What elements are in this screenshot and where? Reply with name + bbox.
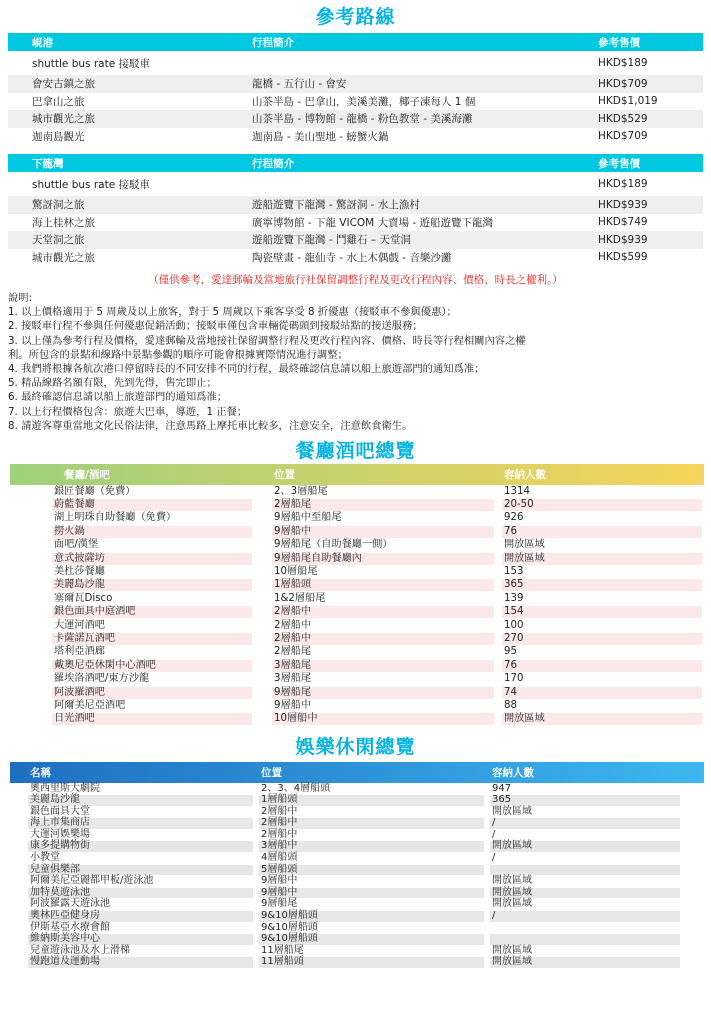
venue-name: 日光酒吧 [52,713,252,725]
venue-capacity: 139 [504,592,524,604]
table-row [8,93,703,111]
venue-location: 3層船尾 [272,660,494,672]
venue-location: 11層船頭 [259,957,484,968]
table-header [10,762,704,783]
venue-location: 11層船尾 [261,944,304,956]
route-price: HKD$749 [598,216,648,229]
header-capacity: 容納人數 [492,767,534,779]
venue-name: 銀色面具大堂 [30,805,90,817]
venue-location: 9層船尾 [272,687,494,699]
table-row [10,795,704,807]
dining-table [10,464,704,726]
route-name: 天堂洞之旅 [32,234,85,247]
table-row [10,659,704,672]
venue-capacity: 開放區域 [490,888,680,899]
table-row [10,853,704,865]
table-row [10,945,704,957]
venue-capacity: 74 [502,687,702,699]
route-description: 陶瓷壁畫 - 龍仙寺 - 水上木偶戲 - 音樂沙灘 [252,251,452,264]
venue-name: 阿爾美尼亞酒吧 [54,699,126,711]
note-line: 利。所包含的景點和線路中景點參觀的順序可能會根據實際情況進行調整； [8,348,348,361]
header-price: 參考售價 [598,157,640,170]
venue-name: 銀匠餐廳（免費） [54,485,136,497]
venue-name: 奧林匹亞健身房 [28,911,253,922]
venue-name: 阿波羅露天遊泳池 [30,898,110,910]
venue-location: 2層船中 [274,619,312,631]
venue-name: 蔚藍餐廳 [52,499,252,511]
table-row [10,783,704,795]
venue-location: 2、3層船尾 [274,485,328,497]
entertainment-rows [10,783,704,969]
venue-name: 美麗島沙龍 [52,579,252,591]
table-row [10,592,704,605]
venue-location: 9層船尾（自助餐廳一側） [274,539,393,551]
venue-name: 加特莫遊泳池 [28,888,253,899]
venue-location: 9層船中 [272,526,494,538]
route-description: 迦南島 - 美山聖地 - 螃蟹火鍋 [252,130,389,143]
table-row [10,934,704,946]
header-port: 峴港 [32,36,53,49]
venue-name: 阿爾美尼亞麗都甲板/遊泳池 [30,875,154,887]
venue-location: 9&10層船頭 [259,911,484,922]
venue-location: 2層船中 [259,818,484,829]
venue-capacity: 1314 [504,485,530,497]
venue-location: 5層船頭 [259,865,484,876]
table-row [10,552,704,565]
table-row [10,818,704,830]
table-header [8,33,703,51]
venue-location: 2層船中 [261,805,298,817]
venue-location: 4層船頭 [261,852,298,864]
route-price: HKD$939 [598,198,648,211]
dining-title: 餐廳酒吧總覽 [295,440,416,462]
venue-location: 9層船中 [274,699,312,711]
table-row [8,110,703,128]
header-port: 下龍灣 [32,157,64,170]
venue-capacity: 開放區域 [504,539,545,551]
table-row [10,699,704,712]
header-name: 名稱 [30,767,51,779]
table-row [10,619,704,632]
entertainment-table [10,762,704,969]
dining-rows [10,485,704,726]
venue-name: 面吧/漢堡 [54,539,99,551]
table-header [10,464,704,485]
venue-location: 9層船中 [261,875,298,887]
table-row [10,672,704,685]
venue-location: 1&2層船尾 [274,592,326,604]
route-price: HKD$529 [598,112,648,125]
table-row [10,864,704,876]
table-row [10,606,704,619]
route-name: 城市觀光之旅 [32,251,95,264]
table-row [10,876,704,888]
notes-block [8,291,703,433]
table-row [10,579,704,592]
table-row [10,841,704,853]
header-location: 位置 [261,767,282,779]
table-row [10,922,704,934]
venue-capacity: 947 [492,782,512,794]
venue-location: 10層船中 [272,713,494,725]
venue-capacity: 開放區域 [492,944,532,956]
venue-capacity: 154 [502,606,702,618]
header-description: 行程簡介 [252,36,294,49]
table-row [8,75,703,93]
route-name: 城市觀光之旅 [32,113,95,126]
table-row [8,196,703,214]
venue-location: 9層船尾 [261,898,298,910]
venue-name: 意式披薩坊 [52,553,252,565]
venue-capacity: / [490,911,680,922]
venue-location: 9層船中至船尾 [274,512,342,524]
venue-location: 10層船尾 [274,566,318,578]
table-row [10,713,704,726]
venue-capacity: 76 [502,660,702,672]
venue-name: 阿波羅酒吧 [52,687,252,699]
venue-location: 9層船尾自助餐廳內 [272,553,494,565]
venue-location: 2層船中 [272,633,494,645]
table-row [8,249,703,267]
header-venue: 餐廳/酒吧 [64,469,110,481]
route-description: 龍橋 - 五行山 - 會安 [252,78,347,91]
header-location: 位置 [274,469,295,481]
venue-name: 塞爾瓦Disco [54,592,113,604]
note-line: 7. 以上行程價格包含：旅遊大巴車，導遊，1 正餐； [8,405,248,418]
venue-capacity: 88 [504,699,517,711]
route-description: 廣寧博物館 - 下龍 VICOM 大賣場 - 遊船遊覽下龍灣 [252,216,494,229]
venue-name: 大運河酒吧 [54,619,105,631]
venue-capacity: 100 [504,619,524,631]
table-row [8,214,703,232]
route-price: HKD$939 [598,233,648,246]
header-capacity: 容納人數 [504,469,546,481]
venue-capacity: 開放區域 [490,957,680,968]
table-row [8,128,703,146]
route-name: 會安古鎮之旅 [32,78,95,91]
venue-name: 兒童俱樂部 [28,865,253,876]
table-row [10,525,704,538]
route-name: 驚訝洞之旅 [32,199,85,212]
table-row [8,51,703,75]
venue-capacity: 開放區域 [502,553,702,565]
venue-location: 1層船頭 [272,579,494,591]
table-header [8,154,703,172]
table-row [10,512,704,525]
route-description: 山茶半島 - 巴拿山，美溪美灘，椰子凍每人 1 個 [252,95,476,108]
header-description: 行程簡介 [252,157,294,170]
venue-capacity: 365 [490,795,680,806]
venue-capacity: 開放區域 [492,805,532,817]
venue-name: 維納斯美容中心 [28,934,253,945]
venue-capacity: 926 [504,512,524,524]
venue-capacity: 開放區域 [502,713,702,725]
venue-location: 9&10層船頭 [261,921,318,933]
venue-capacity: 20-50 [502,499,702,511]
table-row [10,498,704,511]
table-row [10,806,704,818]
venue-capacity: 270 [502,633,702,645]
table-row [10,485,704,498]
table-row [8,231,703,249]
route-name: 海上桂林之旅 [32,216,95,229]
venue-name: 塔利亞酒廊 [54,646,105,658]
note-line: 2. 接駁車行程不參與任何優惠促銷活動；接駁車僅包含車輛從碼頭到接駁站點的接送服務； [8,320,423,333]
note-line: 5. 精品線路名額有限，先到先得，售完即止； [8,377,217,390]
venue-location: 3層船中 [259,841,484,852]
venue-capacity [490,934,680,945]
table-row [10,632,704,645]
venue-location: 2層船尾 [272,499,494,511]
venue-capacity [490,923,680,934]
routes-title: 參考路線 [315,6,396,28]
venue-location: 2層船中 [261,828,298,840]
header-price: 參考售價 [598,36,640,49]
venue-name: 撈火鍋 [52,526,252,538]
venue-name: 小教堂 [30,852,60,864]
venue-capacity: / [492,828,496,840]
route-name: shuttle bus rate 接駁車 [32,178,151,191]
disclaimer-text: （僅供參考，愛達郵輪及當地旅行社保留調整行程及更改行程內容、價格、時長之權利。） [148,274,563,286]
table-row [10,887,704,899]
venue-capacity: / [490,818,680,829]
venue-capacity: 開放區域 [492,875,532,887]
route-price: HKD$709 [598,77,648,90]
venue-location: 2、3、4層船頭 [261,782,331,794]
venue-capacity: 365 [502,579,702,591]
venue-capacity: 開放區域 [492,898,532,910]
route-price: HKD$1,019 [598,95,658,108]
venue-name: 卡薩諾瓦酒吧 [52,633,252,645]
table-row [10,957,704,969]
venue-location: 9層船中 [259,888,484,899]
venue-name: 奧西里斯大劇院 [30,782,100,794]
venue-name: 湖上明珠自助餐廳（免費） [54,512,177,524]
note-line: 6. 最終確認信息請以船上旅遊部門的通知爲准； [8,391,228,404]
venue-name: 兒童遊泳池及水上滑梯 [30,944,130,956]
entertainment-title: 娛樂休閑總覽 [295,736,416,758]
notes-label: 說明: [8,292,33,304]
venue-capacity [490,865,680,876]
table-row [10,539,704,552]
venue-name: 羅埃洛酒吧/東方沙龍 [54,673,150,685]
venue-capacity: 170 [504,673,524,685]
note-line: 3. 以上僅為參考行程及價格，愛達郵輪及當地接社保留調整行程及更改行程內容、價格、時長等行程相關內容之權 [8,334,526,347]
venue-name: 海上市集商店 [28,818,253,829]
danang-route-table [8,33,703,145]
venue-location: 1層船頭 [259,795,484,806]
route-name: 巴拿山之旅 [32,95,85,108]
table-row [10,911,704,923]
table-row [10,646,704,659]
venue-name: 慢跑道及運動場 [28,957,253,968]
route-price: HKD$189 [598,57,648,69]
venue-location: 2層船中 [272,606,494,618]
venue-location: 3層船尾 [274,673,312,685]
note-line: 4. 我們將根據各航次港口停留時長的不同安排不同的行程，最終確認信息請以船上旅遊部門的通知爲准； [8,363,485,376]
venue-location: 2層船尾 [274,646,312,658]
venue-capacity: 95 [504,646,517,658]
venue-name: 大運河娛樂場 [30,828,90,840]
route-name: 迦南島觀光 [32,130,85,143]
note-line: 1. 以上價格適用于 5 周歲及以上旅客，對于 5 周歲以下乘客享受 8 折優惠（接駁車不參與優惠）； [8,306,457,319]
table-row [10,899,704,911]
venue-capacity: 76 [502,526,702,538]
venue-capacity: / [492,852,496,864]
table-row [10,829,704,841]
venue-name: 戴奧尼亞休閑中心酒吧 [52,660,252,672]
venue-name: 美杜莎餐廳 [54,566,105,578]
halong-route-table [8,154,703,266]
table-row [10,565,704,578]
route-price: HKD$189 [598,178,648,190]
route-price: HKD$599 [598,251,648,264]
route-description: 遊船遊覽下龍灣 - 驚訝洞 - 水上漁村 [252,199,420,212]
venue-location: 9&10層船頭 [259,934,484,945]
table-row [8,172,703,196]
route-price: HKD$709 [598,130,648,143]
note-line: 8. 請遊客尊重當地文化民俗法律，注意馬路上摩托車比較多，注意安全，注意飲食衛生。 [8,419,413,432]
route-description: 山茶半島 - 博物館 - 龍橋 - 粉色教堂 - 美溪海灘 [252,113,473,126]
venue-name: 伊斯基亞水療會館 [30,921,110,933]
venue-name: 美麗島沙龍 [28,795,253,806]
venue-capacity: 153 [504,566,524,578]
venue-name: 銀色面具中庭酒吧 [52,606,252,618]
venue-name: 康多提購物街 [28,841,253,852]
venue-capacity: 開放區域 [490,841,680,852]
route-name: shuttle bus rate 接駁車 [32,57,151,70]
table-row [10,686,704,699]
route-description: 遊船遊覽下龍灣 - 鬥雞石 – 天堂洞 [252,234,411,247]
